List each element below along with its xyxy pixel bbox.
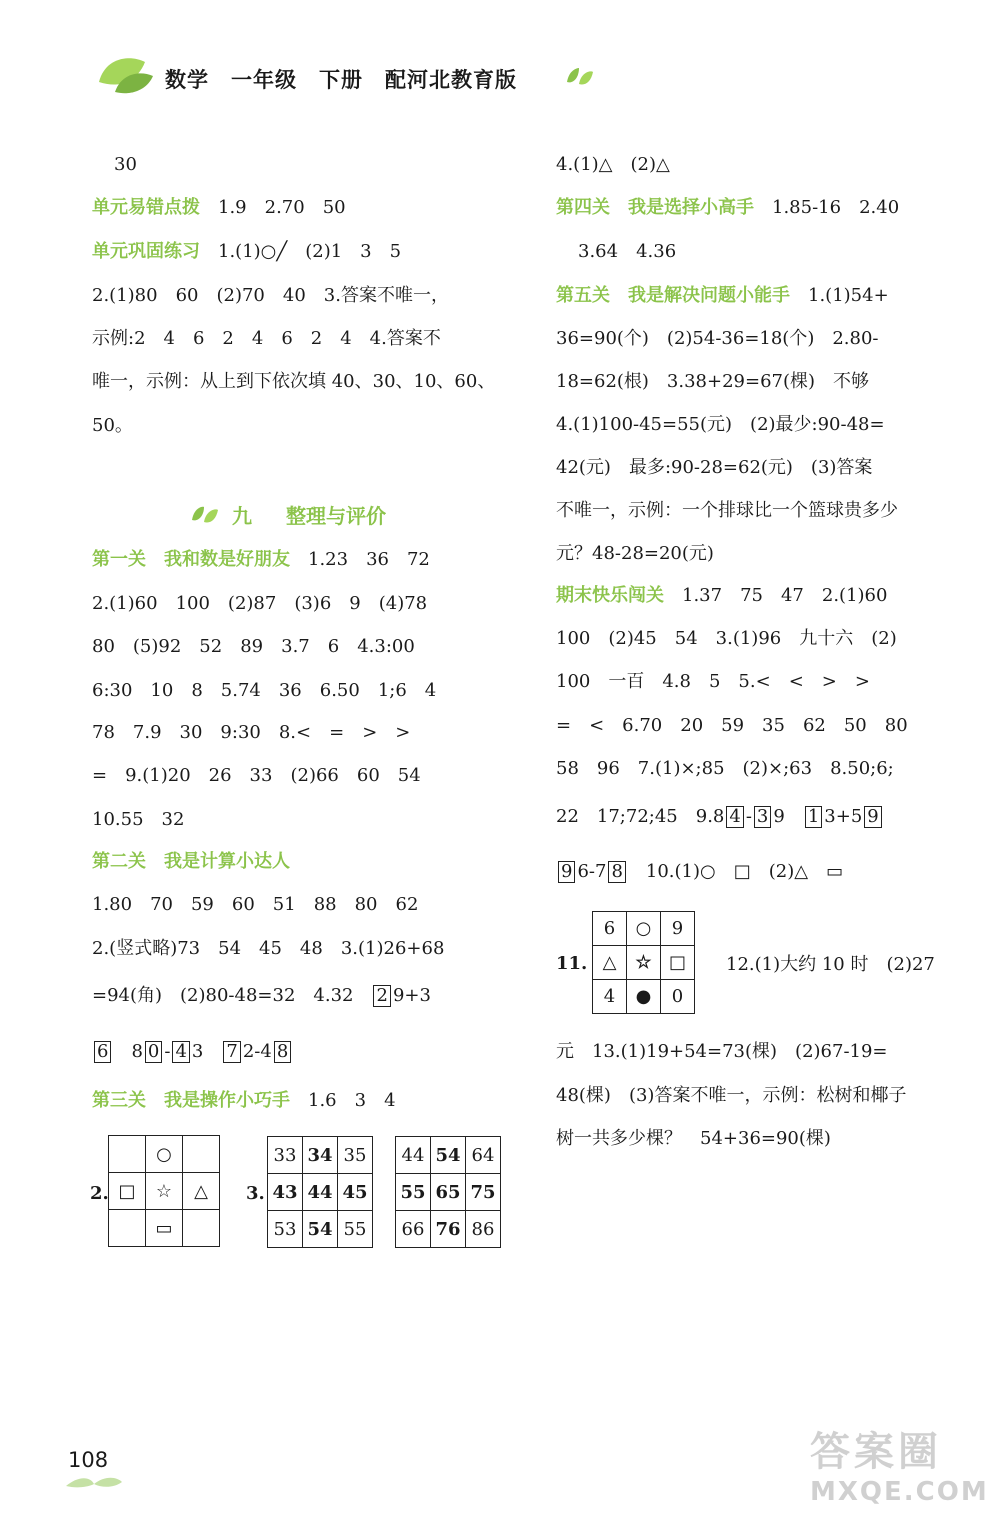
header-title: 数学 一年级 下册 配河北教育版 — [165, 68, 517, 92]
watermark: 答案圈 MXQE.COM — [810, 1429, 989, 1507]
grid-cell — [109, 1210, 146, 1247]
grid-cell: ○ — [146, 1136, 183, 1173]
grid-cell: 55 — [338, 1211, 373, 1248]
grid-cell: ☆ — [146, 1173, 183, 1210]
grid-cell: 66 — [396, 1211, 431, 1248]
answer-line: 元 13.(1)19+54=73(棵) (2)67-19= — [556, 1041, 888, 1062]
grid-cell: ○ — [627, 912, 661, 946]
number-grid — [267, 1136, 373, 1248]
answer-line: 12.(1)大约 10 时 (2)27 — [726, 954, 935, 975]
answer-line: 36=90(个) (2)54-36=18(个) 2.80- — [556, 328, 879, 349]
answer-line: 3.64 4.36 — [578, 241, 677, 262]
answer-line: 单元易错点拨 1.9 2.70 50 — [92, 197, 346, 218]
answer-line: 18=62(根) 3.38+29=67(棵) 不够 — [556, 371, 870, 392]
number-grid — [395, 1136, 501, 1248]
grid-cell: 65 — [431, 1174, 466, 1211]
grid-cell: 54 — [303, 1211, 338, 1248]
shape-grid — [108, 1135, 220, 1247]
answer-line: 6 8 0 - 4 3 7 2-4 8 — [92, 1040, 293, 1064]
answer-line: 2.(1)80 60 (2)70 40 3.答案不唯一， — [92, 285, 449, 306]
grid-cell — [183, 1210, 220, 1247]
answer-line: 2.(竖式略)73 54 45 48 3.(1)26+68 — [92, 938, 445, 959]
answer-line: 58 96 7.(1)×;85 (2)×;63 8.50;6; — [556, 758, 894, 779]
grid-cell: 9 — [661, 912, 695, 946]
answer-line: 期末快乐闯关 1.37 75 47 2.(1)60 — [556, 585, 888, 606]
answer-line: 单元巩固练习 1.(1)○╱ (2)1 3 5 — [92, 241, 402, 262]
grid-cell: 76 — [431, 1211, 466, 1248]
grid-cell: 54 — [431, 1137, 466, 1174]
grid-cell: 0 — [661, 980, 695, 1014]
grid-cell: 53 — [268, 1211, 303, 1248]
question-label: 2. — [90, 1183, 109, 1204]
question-label: 11. — [556, 953, 588, 974]
page-header — [95, 52, 615, 102]
grid-cell: 43 — [268, 1174, 303, 1211]
answer-line: 78 7.9 30 9:30 8.< = > > — [92, 722, 411, 743]
answer-line: 树一共多少棵？ 54+36=90(棵) — [556, 1128, 831, 1149]
answer-line: 80 (5)92 52 89 3.7 6 4.3:00 — [92, 636, 415, 657]
grid-cell: 64 — [466, 1137, 501, 1174]
grid-cell: 33 — [268, 1137, 303, 1174]
grid-cell: □ — [661, 946, 695, 980]
answer-line: = < 6.70 20 59 35 62 50 80 — [556, 715, 908, 736]
answer-line: 第四关 我是选择小高手 1.85-16 2.40 — [556, 197, 900, 218]
answer-line: =94(角) (2)80-48=32 4.32 2 9+3 — [92, 985, 431, 1006]
leaf-section-icon — [190, 504, 220, 526]
grid-cell: ▭ — [146, 1210, 183, 1247]
answer-line: 100 一百 4.8 5 5.< < > > — [556, 671, 870, 692]
grid-cell: 34 — [303, 1137, 338, 1174]
answer-line: 9 6-7 8 10.(1)○ □ (2)△ ▭ — [556, 860, 843, 884]
grid-cell: 4 — [593, 980, 627, 1014]
grid-cell: 75 — [466, 1174, 501, 1211]
answer-line: 第三关 我是操作小巧手 1.6 3 4 — [92, 1090, 396, 1111]
answer-line: 第一关 我和数是好朋友 1.23 36 72 — [92, 549, 430, 570]
answer-line: 第五关 我是解决问题小能手 1.(1)54+ — [556, 285, 889, 306]
question-label: 3. — [246, 1183, 265, 1204]
answer-line: 6:30 10 8 5.74 36 6.50 1;6 4 — [92, 680, 437, 701]
answer-line: 22 17;72;45 9.8 4 - 3 9 1 3+5 9 — [556, 805, 884, 829]
answer-line: 唯一，示例：从上到下依次填 40、30、10、60、 — [92, 371, 496, 392]
grid-cell — [183, 1136, 220, 1173]
answer-line: 48(棵) (3)答案不唯一，示例：松树和椰子 — [556, 1085, 907, 1106]
leaf-logo-icon — [95, 52, 155, 98]
grid-cell: 45 — [338, 1174, 373, 1211]
answer-line: 元？48-28=20(元) — [556, 543, 714, 564]
answer-line: = 9.(1)20 26 33 (2)66 60 54 — [92, 765, 421, 786]
answer-line: 4.(1)100-45=55(元) (2)最少:90-48= — [556, 414, 885, 435]
answer-line: 第二关 我是计算小达人 — [92, 851, 290, 872]
footer-leaf-icon — [64, 1476, 124, 1490]
grid-cell: ● — [627, 980, 661, 1014]
answer-line: 100 (2)45 54 3.(1)96 九十六 (2) — [556, 628, 897, 649]
grid-cell: 44 — [396, 1137, 431, 1174]
grid-cell: △ — [183, 1173, 220, 1210]
section-heading: 九 整理与评价 — [190, 500, 386, 529]
answer-line: 4.(1)△ (2)△ — [556, 154, 670, 175]
grid-cell: ☆ — [627, 946, 661, 980]
grid-cell: 44 — [303, 1174, 338, 1211]
answer-line: 2.(1)60 100 (2)87 (3)6 9 (4)78 — [92, 593, 428, 614]
grid-cell: 55 — [396, 1174, 431, 1211]
grid-cell: □ — [109, 1173, 146, 1210]
grid-cell — [109, 1136, 146, 1173]
answer-line: 示例:2 4 6 2 4 6 2 4 4.答案不 — [92, 328, 441, 349]
grid-cell: 35 — [338, 1137, 373, 1174]
answer-line: 不唯一，示例：一个排球比一个篮球贵多少 — [556, 500, 898, 521]
grid-cell: △ — [593, 946, 627, 980]
shape-grid — [592, 911, 695, 1014]
grid-cell: 86 — [466, 1211, 501, 1248]
page-number: 108 — [68, 1448, 109, 1472]
answer-line: 1.80 70 59 60 51 88 80 62 — [92, 894, 419, 915]
answer-line: 10.55 32 — [92, 809, 185, 830]
grid-cell: 6 — [593, 912, 627, 946]
answer-line: 50。 — [92, 415, 133, 436]
answer-line: 42(元) 最多:90-28=62(元) (3)答案 — [556, 457, 873, 478]
answer-line: 30 — [114, 154, 137, 175]
leaf-deco-icon — [565, 64, 595, 88]
